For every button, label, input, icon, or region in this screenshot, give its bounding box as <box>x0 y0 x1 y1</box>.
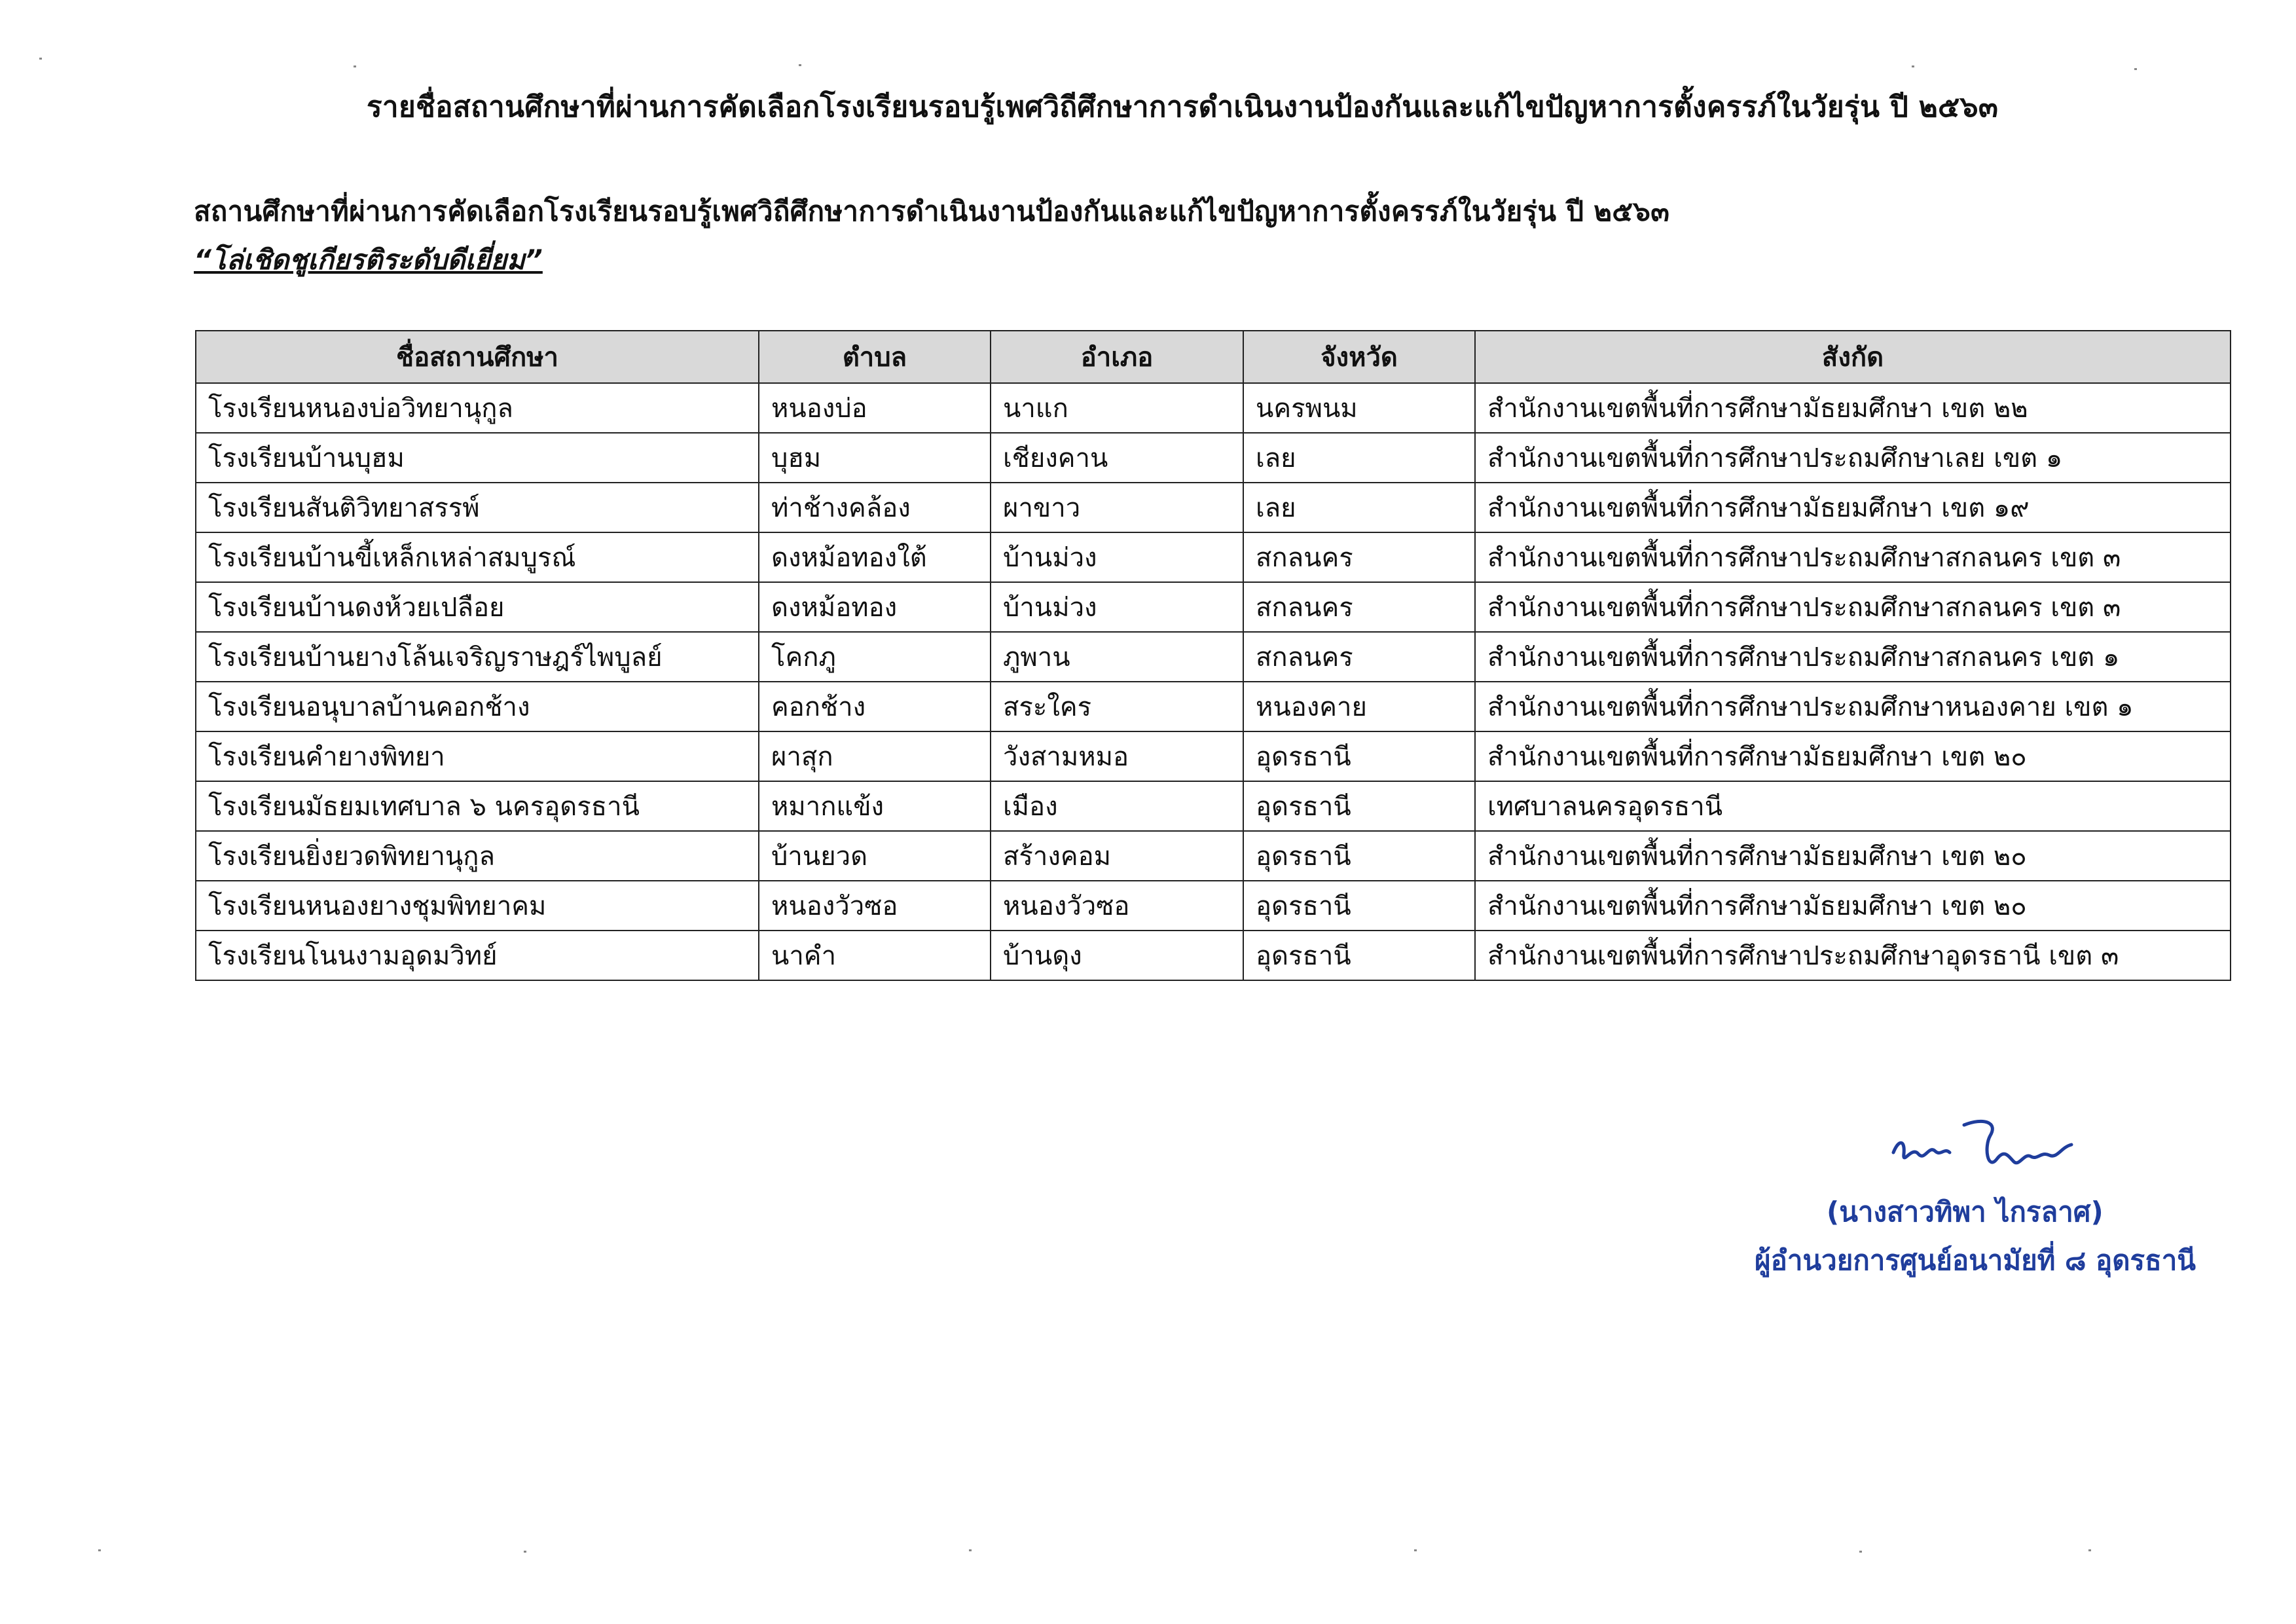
cell-school-name: โรงเรียนบ้านดงห้วยเปลือย <box>196 582 759 632</box>
scan-speck <box>1912 65 1914 67</box>
cell-district: สร้างคอม <box>991 831 1243 881</box>
cell-affiliation: สำนักงานเขตพื้นที่การศึกษามัธยมศึกษา เขต ๒๐ <box>1475 831 2231 881</box>
cell-district: ผาขาว <box>991 483 1243 532</box>
cell-affiliation: สำนักงานเขตพื้นที่การศึกษาประถมศึกษาอุดรธานี เขต ๓ <box>1475 931 2231 980</box>
cell-school-name: โรงเรียนยิ่งยวดพิทยานุกูล <box>196 831 759 881</box>
cell-subdistrict: ท่าช้างคล้อง <box>759 483 991 532</box>
scan-speck <box>799 64 801 66</box>
scan-speck <box>2134 68 2137 70</box>
section-heading: สถานศึกษาที่ผ่านการคัดเลือกโรงเรียนรอบรู้เพศวิถีศึกษาการดำเนินงานป้องกันและแก้ไขปัญหาการตั้งครรภ์ในวัยรุ่น ปี ๒๕๖๓ <box>194 195 1670 227</box>
cell-school-name: โรงเรียนสันติวิทยาสรรพ์ <box>196 483 759 532</box>
cell-province: เลย <box>1243 483 1475 532</box>
cell-province: สกลนคร <box>1243 632 1475 682</box>
scan-speck <box>39 58 42 60</box>
cell-subdistrict: บุฮม <box>759 433 991 483</box>
cell-affiliation: สำนักงานเขตพื้นที่การศึกษาประถมศึกษาสกลนคร เขต ๑ <box>1475 632 2231 682</box>
signature-image <box>1886 1113 2082 1198</box>
cell-affiliation: สำนักงานเขตพื้นที่การศึกษาประถมศึกษาหนองคาย เขต ๑ <box>1475 682 2231 731</box>
table-row <box>196 383 2231 433</box>
cell-subdistrict: บ้านยวด <box>759 831 991 881</box>
cell-province: อุดรธานี <box>1243 731 1475 781</box>
table-row <box>196 433 2231 483</box>
header-school-name: ชื่อสถานศึกษา <box>196 331 759 383</box>
cell-district: สระใคร <box>991 682 1243 731</box>
cell-district: บ้านม่วง <box>991 532 1243 582</box>
cell-province: อุดรธานี <box>1243 781 1475 831</box>
cell-province: อุดรธานี <box>1243 831 1475 881</box>
cell-subdistrict: นาคำ <box>759 931 991 980</box>
cell-affiliation: สำนักงานเขตพื้นที่การศึกษามัธยมศึกษา เขต ๒๒ <box>1475 383 2231 433</box>
table-row <box>196 781 2231 831</box>
cell-district: หนองวัวซอ <box>991 881 1243 931</box>
cell-subdistrict: ดงหม้อทองใต้ <box>759 532 991 582</box>
cell-province: สกลนคร <box>1243 582 1475 632</box>
cell-school-name: โรงเรียนโนนงามอุดมวิทย์ <box>196 931 759 980</box>
cell-school-name: โรงเรียนบ้านขี้เหล็กเหล่าสมบูรณ์ <box>196 532 759 582</box>
scan-speck <box>1414 1549 1417 1551</box>
cell-district: บ้านดุง <box>991 931 1243 980</box>
cell-district: เชียงคาน <box>991 433 1243 483</box>
cell-district: ภูพาน <box>991 632 1243 682</box>
cell-affiliation: สำนักงานเขตพื้นที่การศึกษาประถมศึกษาสกลนคร เขต ๓ <box>1475 582 2231 632</box>
cell-affiliation: สำนักงานเขตพื้นที่การศึกษามัธยมศึกษา เขต ๒๐ <box>1475 881 2231 931</box>
cell-province: หนองคาย <box>1243 682 1475 731</box>
cell-affiliation: สำนักงานเขตพื้นที่การศึกษามัธยมศึกษา เขต ๑๙ <box>1475 483 2231 532</box>
header-district: อำเภอ <box>991 331 1243 383</box>
header-province: จังหวัด <box>1243 331 1475 383</box>
header-subdistrict: ตำบล <box>759 331 991 383</box>
cell-subdistrict: หนองวัวซอ <box>759 881 991 931</box>
scan-speck <box>524 1551 526 1553</box>
cell-affiliation: เทศบาลนครอุดรธานี <box>1475 781 2231 831</box>
header-affiliation: สังกัด <box>1475 331 2231 383</box>
cell-school-name: โรงเรียนหนองบ่อวิทยานุกูล <box>196 383 759 433</box>
cell-district: บ้านม่วง <box>991 582 1243 632</box>
cell-affiliation: สำนักงานเขตพื้นที่การศึกษาประถมศึกษาเลย เขต ๑ <box>1475 433 2231 483</box>
table-row <box>196 532 2231 582</box>
cell-school-name: โรงเรียนบ้านยางโล้นเจริญราษฎร์ไพบูลย์ <box>196 632 759 682</box>
scan-speck <box>1859 1551 1862 1553</box>
signatory-position: ผู้อำนวยการศูนย์อนามัยที่ ๘ อุดรธานี <box>1755 1244 2196 1276</box>
cell-school-name: โรงเรียนอนุบาลบ้านคอกช้าง <box>196 682 759 731</box>
table-row <box>196 582 2231 632</box>
table-row <box>196 881 2231 931</box>
scan-speck <box>354 65 356 67</box>
cell-subdistrict: โคกภู <box>759 632 991 682</box>
cell-district: วังสามหมอ <box>991 731 1243 781</box>
cell-district: นาแก <box>991 383 1243 433</box>
scan-speck <box>2088 1549 2091 1551</box>
cell-affiliation: สำนักงานเขตพื้นที่การศึกษามัธยมศึกษา เขต ๒๐ <box>1475 731 2231 781</box>
table-row <box>196 682 2231 731</box>
table-row <box>196 731 2231 781</box>
cell-subdistrict: คอกช้าง <box>759 682 991 731</box>
cell-school-name: โรงเรียนมัธยมเทศบาล ๖ นครอุดรธานี <box>196 781 759 831</box>
table-row <box>196 483 2231 532</box>
cell-subdistrict: หมากแข้ง <box>759 781 991 831</box>
cell-school-name: โรงเรียนหนองยางชุมพิทยาคม <box>196 881 759 931</box>
table-header-row <box>196 331 2231 383</box>
cell-school-name: โรงเรียนบ้านบุฮม <box>196 433 759 483</box>
cell-affiliation: สำนักงานเขตพื้นที่การศึกษาประถมศึกษาสกลนคร เขต ๓ <box>1475 532 2231 582</box>
scan-speck <box>98 1549 101 1551</box>
cell-province: เลย <box>1243 433 1475 483</box>
table-row <box>196 632 2231 682</box>
cell-subdistrict: ดงหม้อทอง <box>759 582 991 632</box>
document-title: รายชื่อสถานศึกษาที่ผ่านการคัดเลือกโรงเรียนรอบรู้เพศวิถีศึกษาการดำเนินงานป้องกันและแก้ไขปัญหาการตั้งครรภ์ในวัยรุ่น ปี ๒๕๖๓ <box>367 90 1999 124</box>
cell-school-name: โรงเรียนคำยางพิทยา <box>196 731 759 781</box>
signatory-name: (นางสาวทิพา ไกรลาศ) <box>1827 1196 2104 1228</box>
cell-province: สกลนคร <box>1243 532 1475 582</box>
cell-province: นครพนม <box>1243 383 1475 433</box>
scan-speck <box>969 1549 972 1551</box>
table-row <box>196 831 2231 881</box>
cell-district: เมือง <box>991 781 1243 831</box>
cell-subdistrict: ผาสุก <box>759 731 991 781</box>
award-name: “โล่เชิดชูเกียรติระดับดีเยี่ยม” <box>194 244 543 276</box>
cell-province: อุดรธานี <box>1243 881 1475 931</box>
cell-subdistrict: หนองบ่อ <box>759 383 991 433</box>
cell-province: อุดรธานี <box>1243 931 1475 980</box>
table-row <box>196 931 2231 980</box>
schools-table <box>195 330 2231 981</box>
